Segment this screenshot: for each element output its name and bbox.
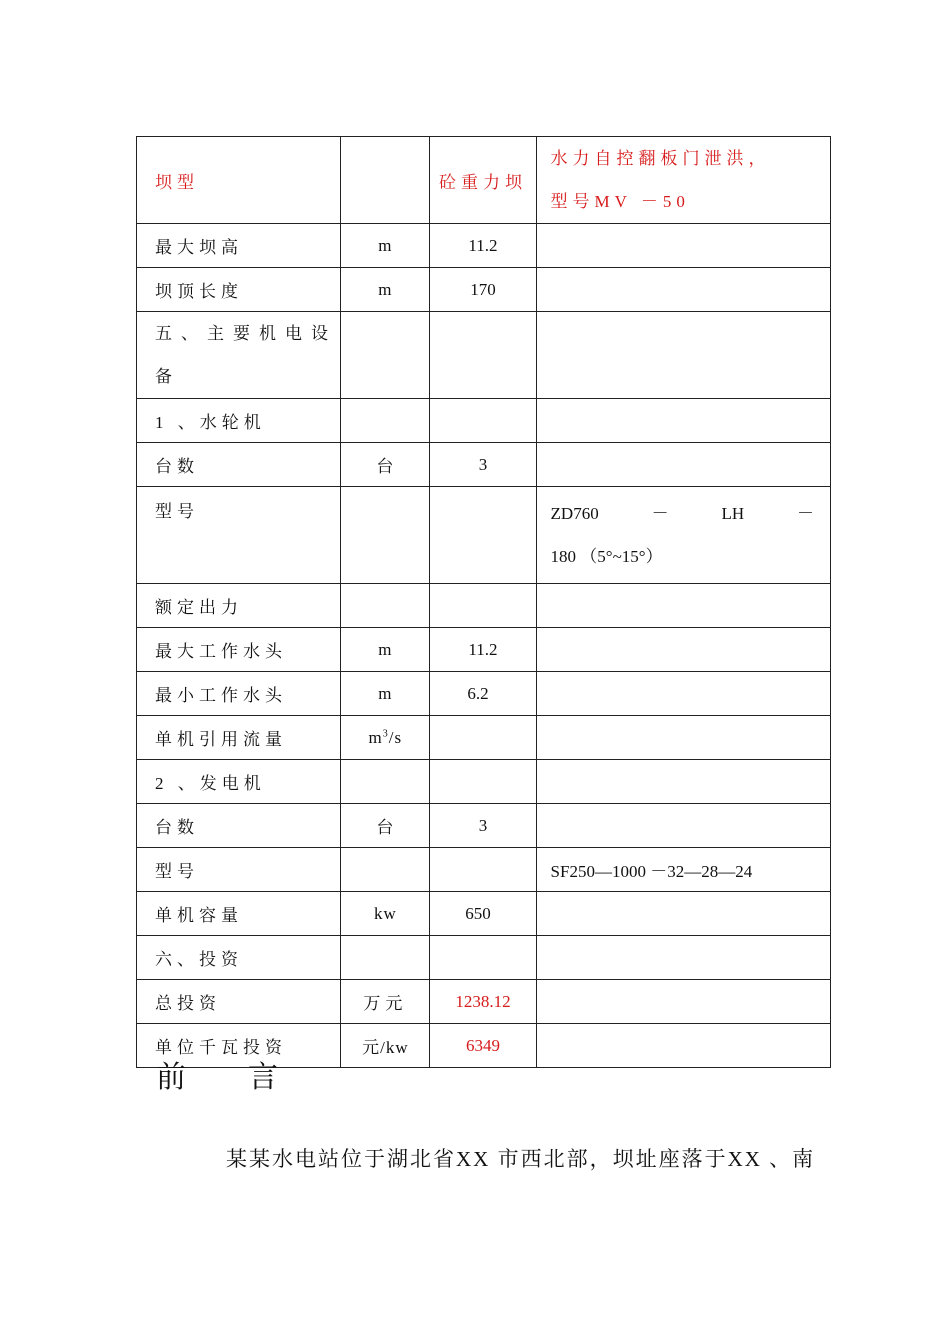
row-unit: kw: [341, 892, 430, 936]
row-name: 1 、水轮机: [137, 399, 341, 443]
table-row: [137, 137, 831, 224]
row-value: 砼重力坝: [430, 137, 536, 224]
row-note: [536, 487, 830, 584]
row-note: [536, 224, 830, 268]
model-part-4: －: [796, 504, 814, 523]
model-part-2: －: [651, 504, 669, 523]
row-unit: m: [341, 672, 430, 716]
row-name: 六、投资: [137, 936, 341, 980]
row-value: 6.2: [430, 672, 536, 716]
unit-sup: 3: [382, 727, 389, 739]
note-line-1: 水力自控翻板门泄洪，: [550, 149, 771, 168]
row-value: 650: [430, 892, 536, 936]
intro-paragraph: 某某水电站位于湖北省XX 市西北部，坝址座落于XX 、南: [226, 1147, 816, 1171]
row-unit: m: [341, 268, 430, 312]
row-unit: 台: [341, 804, 430, 848]
table-row: [137, 760, 831, 804]
row-unit: [341, 312, 430, 399]
row-note: [536, 980, 830, 1024]
unit-base: m: [368, 727, 383, 747]
row-name: 型号: [137, 848, 341, 892]
name-line-2: 备: [155, 367, 181, 386]
model-part-1: ZD760: [550, 504, 599, 523]
row-unit: 元/kw: [341, 1024, 430, 1068]
table-row: [137, 892, 831, 936]
table-row: [137, 584, 831, 628]
name-line-1: 五、主要机电设: [155, 324, 337, 343]
row-name: [137, 312, 341, 399]
row-unit: [341, 137, 430, 224]
table-row: [137, 443, 831, 487]
row-note: [536, 1024, 830, 1068]
row-note: [536, 804, 830, 848]
row-unit: [341, 487, 430, 584]
row-unit: [341, 760, 430, 804]
row-name: 坝顶长度: [137, 268, 341, 312]
table-row: [137, 716, 831, 760]
table-row: [137, 980, 831, 1024]
row-value: [430, 312, 536, 399]
table-row: [137, 399, 831, 443]
row-value: [430, 848, 536, 892]
row-unit: [341, 936, 430, 980]
model-line-1: [551, 492, 830, 535]
table-row: [137, 848, 831, 892]
row-name: 最大坝高: [137, 224, 341, 268]
row-unit: m: [341, 628, 430, 672]
row-note: [536, 936, 830, 980]
row-name: 单位千瓦投资: [137, 1024, 341, 1068]
table-row: [137, 487, 831, 584]
row-unit: [341, 399, 430, 443]
section-heading: [156, 1052, 278, 1096]
row-name: 坝型: [137, 137, 341, 224]
row-value: 11.2: [430, 224, 536, 268]
row-name: 最小工作水头: [137, 672, 341, 716]
row-name: 最大工作水头: [137, 628, 341, 672]
unit-rest: /s: [388, 727, 403, 747]
row-value: [430, 584, 536, 628]
note-line-2: 型号MV －50: [550, 192, 690, 211]
row-value: [430, 716, 536, 760]
row-value: 1238.12: [430, 980, 536, 1024]
row-value: [430, 487, 536, 584]
table-row: [137, 224, 831, 268]
table-row: [137, 936, 831, 980]
row-unit: [341, 716, 430, 760]
row-name: 2 、发电机: [137, 760, 341, 804]
row-unit: [341, 584, 430, 628]
table-row: [137, 268, 831, 312]
row-value: 11.2: [430, 628, 536, 672]
row-value: 3: [430, 804, 536, 848]
row-note: [536, 137, 830, 224]
heading-char-2: 言: [248, 1060, 278, 1095]
model-part-3: LH: [721, 504, 745, 523]
row-note: [536, 584, 830, 628]
row-value: 3: [430, 443, 536, 487]
row-note: [536, 672, 830, 716]
row-unit: 万元: [341, 980, 430, 1024]
row-unit: 台: [341, 443, 430, 487]
row-note: [536, 716, 830, 760]
row-note: [536, 760, 830, 804]
row-name: 单机容量: [137, 892, 341, 936]
row-unit: [341, 848, 430, 892]
spec-table: [136, 136, 831, 1068]
table-row: [137, 672, 831, 716]
row-value: 170: [430, 268, 536, 312]
row-note: [536, 628, 830, 672]
row-value: [430, 399, 536, 443]
row-value: [430, 936, 536, 980]
row-note: [536, 312, 830, 399]
row-note: SF250—1000 －32—28—24: [536, 848, 830, 892]
row-name: 台数: [137, 804, 341, 848]
heading-char-1: 前: [156, 1060, 186, 1095]
table-row: [137, 804, 831, 848]
model-line-2: 180 （5°~15°）: [550, 547, 663, 566]
table-row: [137, 628, 831, 672]
row-name: 单机引用流量: [137, 716, 341, 760]
row-name: 总投资: [137, 980, 341, 1024]
table-row: [137, 312, 831, 399]
row-value: [430, 760, 536, 804]
row-value: 6349: [430, 1024, 536, 1068]
row-note: [536, 892, 830, 936]
row-note: [536, 443, 830, 487]
row-name: 型号: [137, 487, 341, 584]
row-unit: m: [341, 224, 430, 268]
row-name: 台数: [137, 443, 341, 487]
row-note: [536, 399, 830, 443]
row-note: [536, 268, 830, 312]
row-name: 额定出力: [137, 584, 341, 628]
